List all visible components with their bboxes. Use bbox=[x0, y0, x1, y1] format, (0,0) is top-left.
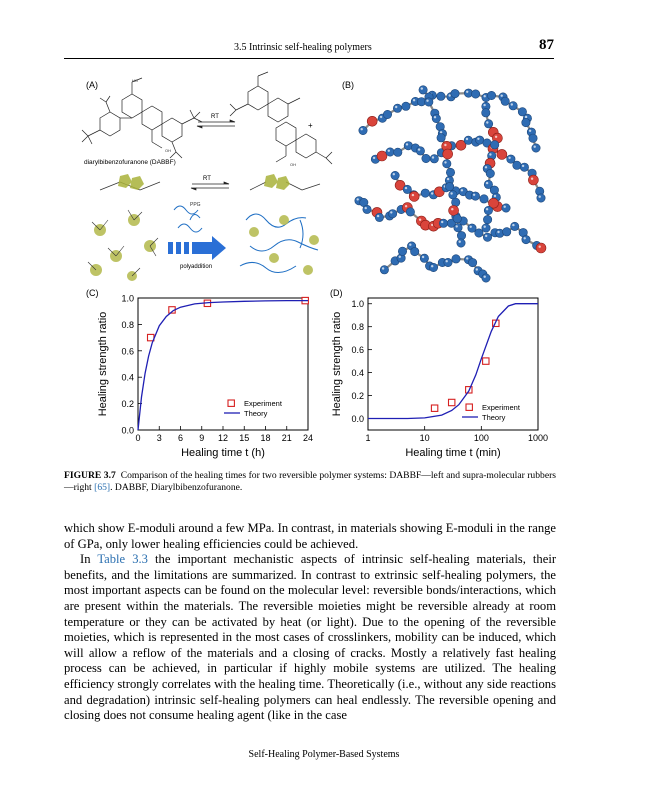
atom-highlight bbox=[485, 166, 487, 168]
atom-highlight bbox=[534, 146, 536, 148]
carbon-atom bbox=[393, 104, 401, 112]
atom-highlight bbox=[380, 116, 382, 118]
carbon-atom bbox=[487, 91, 495, 99]
equilibrium-arrow-1 bbox=[197, 120, 235, 128]
atom-highlight bbox=[504, 206, 506, 208]
atom-highlight bbox=[361, 128, 363, 130]
page-header bbox=[64, 38, 554, 59]
carbon-atom bbox=[446, 168, 454, 176]
atom-highlight bbox=[473, 194, 475, 196]
carbon-atom bbox=[501, 97, 509, 105]
atom-highlight bbox=[406, 143, 408, 145]
atom-highlight bbox=[512, 224, 514, 226]
network-nodes bbox=[249, 215, 319, 275]
page-number: 87 bbox=[539, 37, 554, 53]
y-tick-label: 0.6 bbox=[351, 345, 364, 356]
ppg-label: PPG bbox=[190, 202, 201, 208]
carbon-atom bbox=[482, 274, 490, 282]
atom-highlight bbox=[432, 156, 434, 158]
atom-highlight bbox=[484, 95, 486, 97]
carbon-atom bbox=[394, 148, 402, 156]
carbon-atom bbox=[453, 215, 461, 223]
carbon-atom bbox=[420, 254, 428, 262]
atom-highlight bbox=[476, 268, 478, 270]
oh-label-2: OH bbox=[290, 162, 296, 167]
network-atoms bbox=[355, 86, 546, 283]
atom-highlight bbox=[419, 219, 421, 221]
carbon-atom bbox=[491, 141, 499, 149]
atom-highlight bbox=[431, 265, 433, 267]
panel-c-label: (C) bbox=[86, 288, 99, 298]
atom-highlight bbox=[446, 260, 448, 262]
atom-highlight bbox=[395, 106, 397, 108]
radical-molecule-bottom bbox=[276, 122, 332, 164]
atom-highlight bbox=[466, 91, 468, 93]
atom-highlight bbox=[449, 94, 451, 96]
atom-highlight bbox=[409, 244, 411, 246]
x-tick-label: 18 bbox=[260, 433, 271, 443]
oh-label-1: OH bbox=[165, 148, 171, 153]
atom-highlight bbox=[486, 121, 488, 123]
carbon-atom bbox=[439, 219, 447, 227]
carbon-atom bbox=[432, 114, 440, 122]
x-axis-label: Healing time t (h) bbox=[181, 447, 265, 459]
panel-d-label: (D) bbox=[330, 288, 343, 298]
carbon-atom bbox=[513, 161, 521, 169]
carbon-atom bbox=[509, 102, 517, 110]
y-tick-label: 1.0 bbox=[121, 293, 134, 304]
atom-highlight bbox=[459, 241, 461, 243]
atom-highlight bbox=[421, 87, 423, 89]
carbon-atom bbox=[388, 210, 396, 218]
legend-label-theory: Theory bbox=[482, 413, 506, 422]
oxygen-atom bbox=[528, 175, 538, 185]
atom-highlight bbox=[466, 257, 468, 259]
network-chains bbox=[240, 214, 318, 273]
carbon-atom bbox=[471, 90, 479, 98]
atom-highlight bbox=[539, 246, 541, 248]
legend-marker-experiment bbox=[466, 404, 472, 410]
caption-text-1: Comparison of the healing times for two reversible polymer systems: DABBF—left and supra-molecular rubbers—right bbox=[64, 470, 557, 493]
atom-highlight bbox=[434, 116, 436, 118]
atom-highlight bbox=[456, 225, 458, 227]
caption-citation[interactable]: [65] bbox=[94, 482, 111, 493]
paragraph-2 bbox=[64, 552, 556, 724]
carbon-atom bbox=[444, 258, 452, 266]
atom-highlight bbox=[489, 153, 491, 155]
radical-molecule-top bbox=[230, 72, 300, 122]
carbon-atom bbox=[391, 171, 399, 179]
atom-highlight bbox=[486, 208, 488, 210]
atom-highlight bbox=[511, 103, 513, 105]
carbon-atom bbox=[422, 154, 430, 162]
atom-highlight bbox=[373, 157, 375, 159]
atom-highlight bbox=[483, 104, 485, 106]
oxygen-atom bbox=[449, 206, 459, 216]
equilibrium-arrow-2 bbox=[191, 182, 229, 190]
body-text bbox=[64, 521, 556, 724]
x-tick-label: 3 bbox=[156, 433, 162, 443]
atom-highlight bbox=[484, 276, 486, 278]
atom-highlight bbox=[431, 192, 433, 194]
y-tick-label: 0.2 bbox=[351, 391, 364, 402]
y-tick-label: 0.6 bbox=[121, 346, 134, 357]
atom-highlight bbox=[477, 138, 479, 140]
carbon-atom bbox=[452, 255, 460, 263]
carbon-atom bbox=[464, 136, 472, 144]
atom-highlight bbox=[382, 267, 384, 269]
carbon-atom bbox=[457, 239, 465, 247]
carbon-atom bbox=[511, 222, 519, 230]
atom-highlight bbox=[522, 165, 524, 167]
atom-highlight bbox=[529, 130, 531, 132]
atom-highlight bbox=[444, 161, 446, 163]
carbon-atom bbox=[386, 148, 394, 156]
paragraph-1: which show E-moduli around a few MPa. In contrast, in materials showing E-moduli in the range of GPa, only lower healing efficiencies could be achieved. bbox=[64, 521, 556, 551]
polyaddition-label: polyaddition bbox=[180, 264, 213, 270]
x-tick-label: 24 bbox=[302, 433, 314, 443]
atom-highlight bbox=[485, 235, 487, 237]
atom-highlight bbox=[525, 116, 527, 118]
legend-label-experiment: Experiment bbox=[482, 403, 520, 412]
rt-label-1: RT bbox=[211, 114, 219, 120]
atom-highlight bbox=[524, 237, 526, 239]
y-tick-label: 0.4 bbox=[121, 372, 134, 383]
y-tick-label: 1.0 bbox=[351, 299, 364, 310]
panel-a-scheme bbox=[70, 70, 340, 288]
carbon-atom bbox=[468, 258, 476, 266]
atom-highlight bbox=[418, 148, 420, 150]
panel-b-label: (B) bbox=[342, 80, 354, 90]
atom-highlight bbox=[405, 187, 407, 189]
carbon-atom bbox=[363, 205, 371, 213]
x-tick-label: 21 bbox=[281, 433, 292, 443]
paragraph-2-text: the important mechanistic aspects of intrinsic self-healing materials, their benefits, and the limitations are summarized. In contrast to extrinsic self-healing polymers, the most important aspects can be found on the molecular level: reversible bonds/interactions, which are present within the materials. The reversible moieties might be reversible already at room temperature or they can be activated by heat (or light). Due to the opening of the reversible moieties, which is represented in the most cases of crosslinkers, mobility can be induced, which will allow a reflow of the materials and a closing of cracks. Mostly a relatively fast healing process can be achieved, in particular if highly mobile systems are utilized. The healing efficiency strongly correlates with the healing time. Theoretically (i.e., without any side reactions and degradation) intrinsic self-healing polymers can heal endlessly. The reversible opening and closing does not consume healing agent (like in the case bbox=[64, 552, 557, 723]
atom-highlight bbox=[501, 95, 503, 97]
dabbf-molecule bbox=[82, 78, 202, 158]
oxygen-atom bbox=[367, 116, 377, 126]
carbon-atom bbox=[416, 147, 424, 155]
x-tick-label: 0 bbox=[135, 433, 141, 443]
atom-highlight bbox=[484, 226, 486, 228]
carbon-atom bbox=[520, 163, 528, 171]
x-axis-label: Healing time t (min) bbox=[405, 447, 501, 459]
plot-frame bbox=[138, 298, 308, 430]
atom-highlight bbox=[365, 207, 367, 209]
carbon-atom bbox=[406, 208, 414, 216]
oxygen-atom bbox=[536, 243, 546, 253]
table-link[interactable]: Table 3.3 bbox=[97, 552, 148, 567]
chart-c bbox=[70, 284, 320, 466]
carbon-atom bbox=[429, 263, 437, 271]
caption-label: FIGURE 3.7 bbox=[64, 470, 116, 481]
carbon-atom bbox=[454, 224, 462, 232]
legend-label-theory: Theory bbox=[244, 409, 268, 418]
paragraph-2-pre: In bbox=[80, 552, 98, 567]
carbon-atom bbox=[419, 86, 427, 94]
carbon-atom bbox=[483, 215, 491, 223]
atom-highlight bbox=[440, 131, 442, 133]
x-tick-label: 6 bbox=[177, 433, 184, 443]
atom-highlight bbox=[497, 231, 499, 233]
atom-highlight bbox=[426, 100, 428, 102]
polyaddition-arrow bbox=[168, 236, 226, 260]
atom-highlight bbox=[495, 136, 497, 138]
oxygen-atom bbox=[497, 149, 507, 159]
atom-highlight bbox=[412, 194, 414, 196]
carbon-atom bbox=[443, 160, 451, 168]
carbon-atom bbox=[398, 247, 406, 255]
carbon-atom bbox=[482, 109, 490, 117]
carbon-atom bbox=[421, 189, 429, 197]
atom-highlight bbox=[466, 138, 468, 140]
plus-sign: + bbox=[308, 121, 313, 130]
panel-b-network bbox=[336, 68, 556, 288]
x-tick-label: 1 bbox=[365, 433, 371, 443]
carbon-atom bbox=[502, 204, 510, 212]
experiment-point bbox=[431, 405, 437, 411]
atom-highlight bbox=[494, 195, 496, 197]
y-axis-label: Healing strength ratio bbox=[97, 311, 109, 417]
theory-line bbox=[138, 301, 308, 430]
atom-highlight bbox=[486, 182, 488, 184]
atom-highlight bbox=[393, 173, 395, 175]
atom-highlight bbox=[377, 215, 379, 217]
y-tick-label: 0.0 bbox=[121, 425, 134, 436]
atom-highlight bbox=[447, 178, 449, 180]
carbon-atom bbox=[480, 195, 488, 203]
carbon-atom bbox=[471, 192, 479, 200]
carbon-atom bbox=[522, 235, 530, 243]
carbon-atom bbox=[475, 229, 483, 237]
oxygen-atom bbox=[409, 191, 419, 201]
atom-highlight bbox=[405, 205, 407, 207]
atom-highlight bbox=[450, 192, 452, 194]
carbon-atom bbox=[486, 169, 494, 177]
dabbf-label: diarylbibenzofuranone (DABBF) bbox=[84, 159, 176, 166]
carbon-atom bbox=[503, 228, 511, 236]
y-tick-label: 0.4 bbox=[351, 368, 364, 379]
panel-a-label: (A) bbox=[86, 80, 98, 90]
atom-highlight bbox=[441, 221, 443, 223]
carbon-atom bbox=[522, 118, 530, 126]
carbon-atom bbox=[483, 233, 491, 241]
carbon-atom bbox=[383, 110, 391, 118]
carbon-atom bbox=[437, 92, 445, 100]
carbon-atom bbox=[380, 266, 388, 274]
chart-d bbox=[320, 284, 556, 466]
figure-caption bbox=[64, 470, 556, 494]
network-chain bbox=[363, 93, 536, 148]
x-tick-label: 9 bbox=[199, 433, 205, 443]
atom-highlight bbox=[444, 144, 446, 146]
carbon-atom bbox=[430, 155, 438, 163]
carbon-atom bbox=[537, 194, 545, 202]
atom-highlight bbox=[470, 226, 472, 228]
carbon-atom bbox=[484, 120, 492, 128]
atom-highlight bbox=[388, 150, 390, 152]
atom-highlight bbox=[422, 256, 424, 258]
atom-highlight bbox=[531, 178, 533, 180]
ho-label-1: HO bbox=[132, 78, 138, 83]
ppg-chains bbox=[174, 206, 202, 232]
carbon-atom bbox=[425, 98, 433, 106]
atom-highlight bbox=[461, 189, 463, 191]
y-axis-label: Healing strength ratio bbox=[331, 311, 343, 417]
carbon-atom bbox=[449, 191, 457, 199]
y-tick-label: 0.8 bbox=[121, 319, 134, 330]
y-tick-label: 0.8 bbox=[351, 322, 364, 333]
x-tick-label: 1000 bbox=[527, 433, 549, 443]
caption-text-2: . DABBF, Diarylbibenzofuranone. bbox=[110, 482, 243, 493]
atom-highlight bbox=[399, 256, 401, 258]
atom-highlight bbox=[539, 196, 541, 198]
oxygen-atom bbox=[377, 151, 387, 161]
x-tick-label: 15 bbox=[239, 433, 250, 443]
carbon-atom bbox=[445, 182, 453, 190]
carbon-atom bbox=[375, 213, 383, 221]
carbon-atom bbox=[529, 134, 537, 142]
legend-label-experiment: Experiment bbox=[244, 399, 282, 408]
carbon-atom bbox=[437, 134, 445, 142]
legend-marker-experiment bbox=[228, 400, 234, 406]
x-tick-label: 100 bbox=[473, 433, 489, 443]
x-tick-label: 10 bbox=[419, 433, 430, 443]
x-tick-label: 12 bbox=[217, 433, 229, 443]
page-footer: Self-Healing Polymer-Based Systems bbox=[248, 749, 400, 760]
rt-label-2: RT bbox=[203, 176, 211, 182]
carbon-atom bbox=[451, 89, 459, 97]
carbon-atom bbox=[532, 144, 540, 152]
atom-highlight bbox=[451, 208, 453, 210]
running-head: 3.5 Intrinsic self-healing polymers bbox=[234, 42, 372, 53]
atom-highlight bbox=[390, 211, 392, 213]
atom-highlight bbox=[413, 99, 415, 101]
experiment-point bbox=[483, 358, 489, 364]
carbon-atom bbox=[411, 247, 419, 255]
carbon-atom bbox=[402, 102, 410, 110]
y-tick-label: 0.2 bbox=[121, 399, 134, 410]
carbon-atom bbox=[452, 198, 460, 206]
atom-highlight bbox=[508, 157, 510, 159]
carbon-atom bbox=[484, 206, 492, 214]
carbon-atom bbox=[359, 126, 367, 134]
carbon-atom bbox=[482, 224, 490, 232]
atom-highlight bbox=[357, 198, 359, 200]
y-tick-label: 0.0 bbox=[351, 414, 364, 425]
experiment-point bbox=[449, 399, 455, 405]
oxygen-atom bbox=[443, 149, 453, 159]
